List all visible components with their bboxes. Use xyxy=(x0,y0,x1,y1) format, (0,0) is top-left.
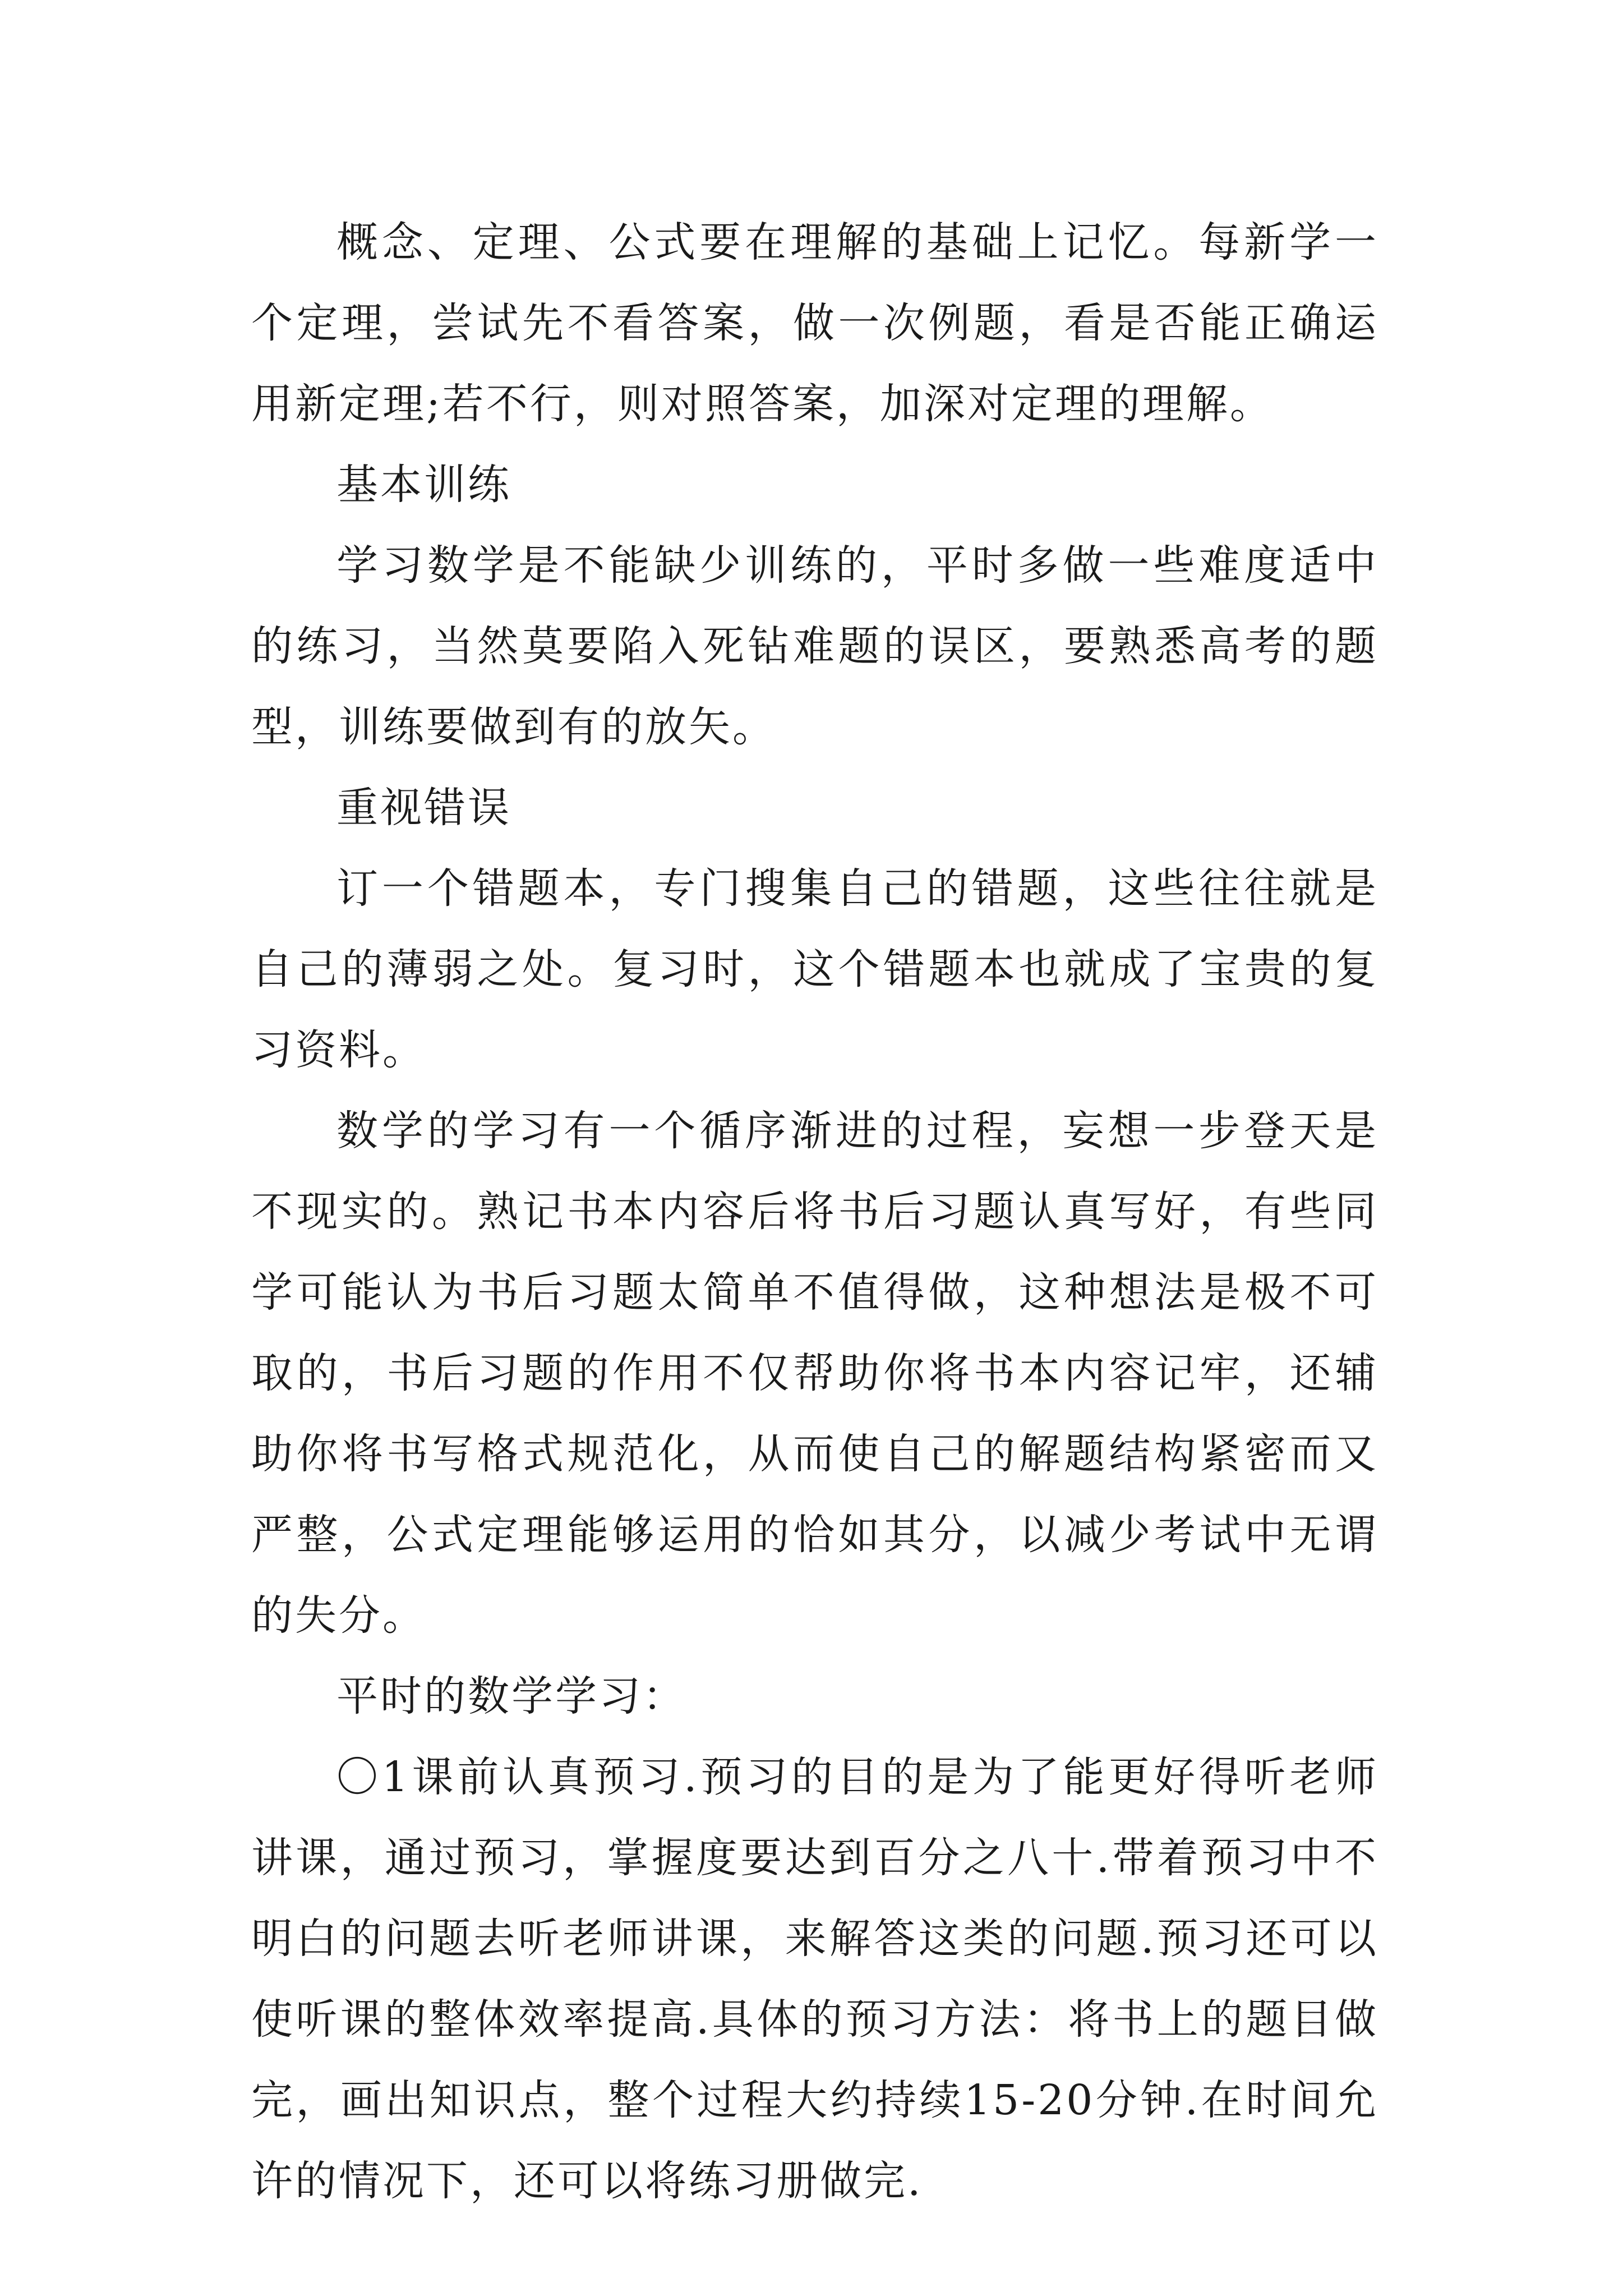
paragraph-training: 学习数学是不能缺少训练的，平时多做一些难度适中的练习，当然莫要陷入死钻难题的误区，要熟悉高考的题型，训练要做到有的放矢。 xyxy=(251,541,1378,751)
paragraph-gradual-process: 数学的学习有一个循序渐进的过程，妄想一步登天是不现实的。熟记书本内容后将书后习题认真写好，有些同学可能认为书后习题太简单不值得做，这种想法是极不可取的，书后习题的作用不仅帮助你将书本内容记牢，还辅助你将书写格式规范化，从而使自己的解题结构紧密而又严整，公式定理能够运用的恰如其分，以减少考试中无谓的失分。 xyxy=(251,1107,1378,1640)
paragraph-preview: 〇1课前认真预习.预习的目的是为了能更好得听老师讲课，通过预习，掌握度要达到百分之八十.带着预习中不明白的问题去听老师讲课，来解答这类的问题.预习还可以使听课的整体效率提高.具体的预习方法：将书上的题目做完，画出知识点，整个过程大约持续15-20分钟.在时间允许的情况下，还可以将练习册做完. xyxy=(251,1753,1378,2205)
paragraph-mistake-notebook: 订一个错题本，专门搜集自己的错题，这些往往就是自己的薄弱之处。复习时，这个错题本也就成了宝贵的复习资料。 xyxy=(251,864,1378,1074)
document-body xyxy=(251,202,1378,2221)
heading-basic-training: 基本训练 xyxy=(336,461,511,509)
paragraph-concepts: 概念、定理、公式要在理解的基础上记忆。每新学一个定理，尝试先不看答案，做一次例题，看是否能正确运用新定理;若不行，则对照答案，加深对定理的理解。 xyxy=(251,218,1378,428)
heading-daily-study: 平时的数学学习： xyxy=(336,1672,686,1720)
heading-value-mistakes: 重视错误 xyxy=(336,784,511,832)
